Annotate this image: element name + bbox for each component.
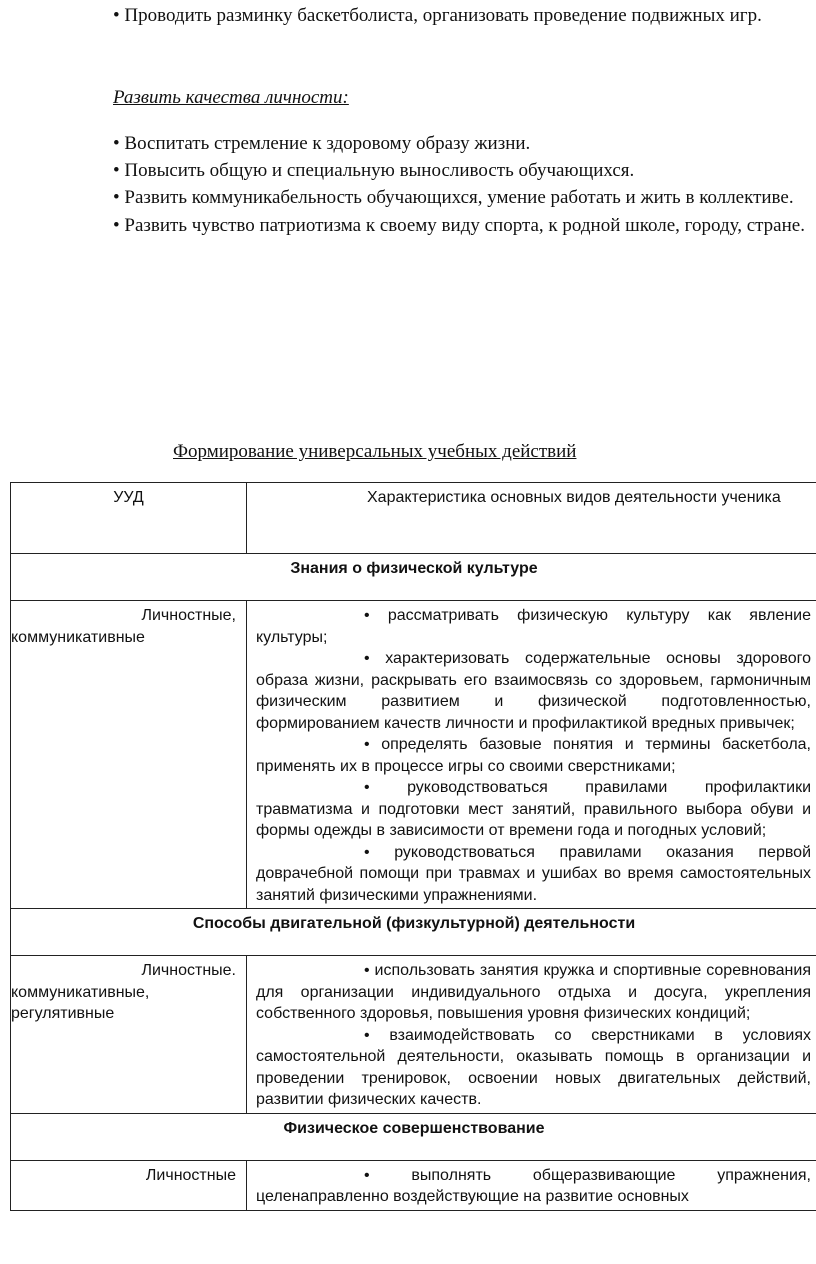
table-row xyxy=(11,601,816,909)
activity-item: • руководствоваться правилами профилактики травматизма и подготовки мест занятий, правильного выбора обуви и формы одежды в зависимости от времени года и погодных условий; xyxy=(256,777,811,842)
activity-item: • взаимодействовать со сверстниками в условиях самостоятельной деятельности, оказывать помощь в организации и проведении тренировок, освоении новых двигательных действий, развитии физических качеств. xyxy=(256,1025,811,1111)
list-item: • Повысить общую и специальную выносливость обучающихся. xyxy=(0,157,816,184)
section-title-cell: Физическое совершенствование xyxy=(11,1113,816,1160)
table-header-row xyxy=(11,483,816,554)
activity-item: • характеризовать содержательные основы здорового образа жизни, раскрывать его взаимосвязь со здоровьем, гармоничным физическим развитием и физической подготовленностью, формированием качеств личности и профилактикой вредных привычек; xyxy=(256,648,811,734)
header-characteristic-text: Характеристика основных видов деятельности ученика xyxy=(367,489,781,506)
qualities-list xyxy=(0,130,816,239)
intro-top-bullet-text: • Проводить разминку баскетболиста, организовать проведение подвижных игр. xyxy=(0,2,816,30)
qualities-heading: Развить качества личности: xyxy=(113,87,349,108)
uud-line: Личностные. xyxy=(141,962,236,979)
header-uud: УУД xyxy=(11,483,247,554)
uud-line: коммуникативные, xyxy=(11,983,150,1001)
uud-line: Личностные, xyxy=(141,607,236,624)
section-title xyxy=(0,440,816,464)
table-row xyxy=(11,956,816,1114)
description-cell xyxy=(247,956,816,1114)
uud-line: Личностные xyxy=(145,1166,236,1184)
uud-line: регулятивные xyxy=(11,1005,115,1022)
description-cell xyxy=(247,1160,816,1210)
list-item: • Развить коммуникабельность обучающихся, умение работать и жить в коллективе. xyxy=(0,184,816,211)
uud-line: коммуникативные xyxy=(11,628,145,646)
activity-item: • выполнять общеразвивающие упражнения, целенаправленно воздействующие на развитие основных xyxy=(256,1165,811,1208)
uud-cell xyxy=(11,601,247,909)
intro-top-bullet xyxy=(0,2,816,30)
section-row xyxy=(11,909,816,956)
section-title-cell: Знания о физической культуре xyxy=(11,554,816,601)
uud-cell xyxy=(11,1160,247,1210)
description-cell xyxy=(247,601,816,909)
uud-cell xyxy=(11,956,247,1114)
activity-item: • рассматривать физическую культуру как явление культуры; xyxy=(256,605,811,648)
list-item: • Развить чувство патриотизма к своему виду спорта, к родной школе, городу, стране. xyxy=(0,212,816,239)
activity-item: • определять базовые понятия и термины баскетбола, применять их в процессе игры со своими сверстниками; xyxy=(256,734,811,777)
activity-item: • руководствоваться правилами оказания первой доврачебной помощи при травмах и ушибах во время самостоятельных занятий физическими упражнениями. xyxy=(256,842,811,907)
section-row xyxy=(11,1113,816,1160)
activity-item: • использовать занятия кружка и спортивные соревнования для организации индивидуального отдыха и досуга, укрепления собственного здоровья, повышения уровня физических кондиций; xyxy=(256,960,811,1025)
section-title-cell: Способы двигательной (физкультурной) деятельности xyxy=(11,909,816,956)
section-title-text: Формирование универсальных учебных действий xyxy=(173,441,577,462)
uud-table xyxy=(10,482,816,1211)
table-row xyxy=(11,1160,816,1210)
list-item: • Воспитать стремление к здоровому образу жизни. xyxy=(0,130,816,157)
header-characteristic xyxy=(247,483,816,554)
section-row xyxy=(11,554,816,601)
